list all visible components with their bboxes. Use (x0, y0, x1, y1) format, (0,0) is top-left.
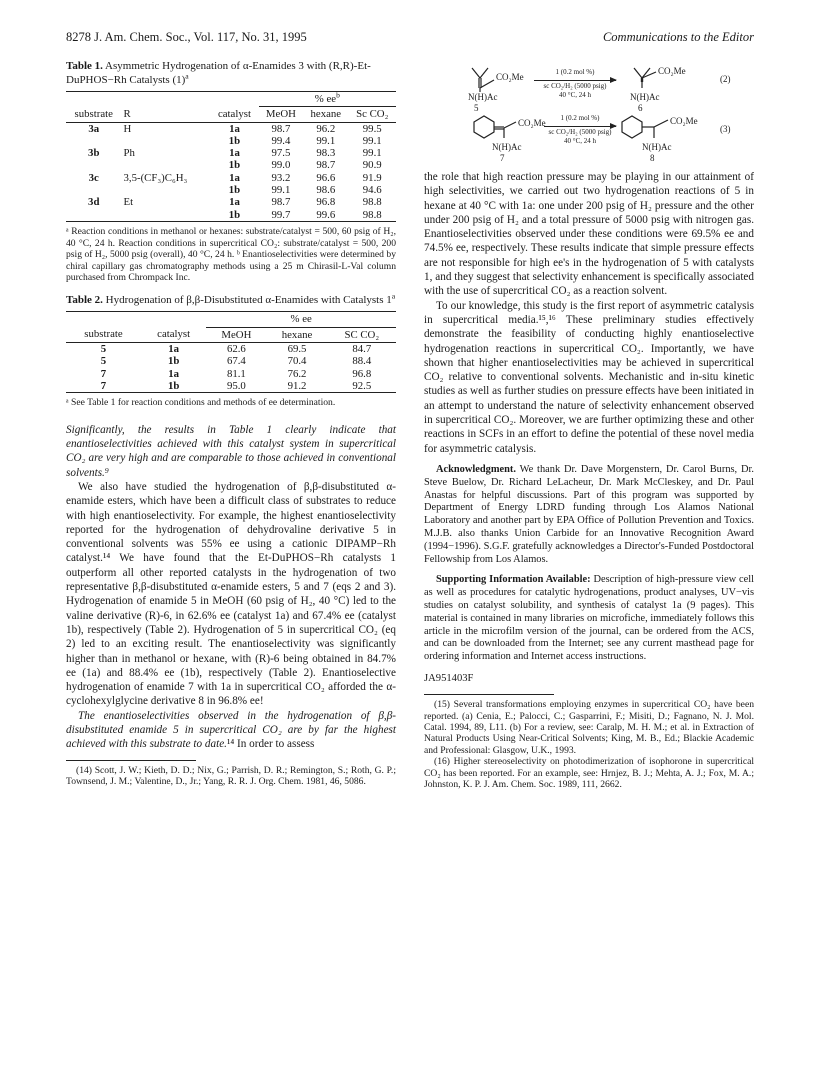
table1-cell-r: Et (123, 196, 134, 209)
table1-cell-sc: 98.8 (362, 196, 382, 209)
table2 (66, 311, 396, 393)
table1-row (66, 122, 396, 135)
eq3-cond-mid: sc CO₂/H₂ (5000 psig) (548, 128, 612, 136)
footnote-15: (15) Several transformations employing enzymes in supercritical CO₂ have been reported. (a) Cenia, E.; Palocci, C.; Gasparrini, F.; Misiti, D.; Fagnano, N. J. Mol. Catal. 1994, 89, L11. (b) For a review, see: Caralp, M. H. M.; et al. in Extraction of Natural Products Using Near-Critical Solvents; King, M. B., Ed.; Blackie Academic and Professional: Glasgow, U.K., 1993. (424, 699, 754, 756)
table2-cell-sc: 96.8 (352, 367, 372, 380)
table1-caption-text: Asymmetric Hydrogenation of α-Enamides 3 with (R,R)-Et-DuPHOS−Rh Catalysts (1) (66, 60, 371, 86)
acknowledgment-text: We thank Dr. Dave Morgenstern, Dr. Carol Burns, Dr. Steve Buelow, Dr. Richard LeLacheur, Dr. Mark McCleskey, and Dr. Paul Anastas for helpful discussions. Part of this program was supported by Department of Energy LDRD funding through Los Alamos National Laboratory and another part by EPA Office of Pollution Prevention and Toxics. M.J.B. also thanks Union Carbide for an Innovative Recognition Award (1994−1996). S.G.F. gratefully acknowledges a Director's-Funded Postdoctoral Fellowship from Los Alamos. (424, 463, 754, 565)
table1-col-header: R (123, 108, 131, 121)
table1-col-header: substrate (74, 108, 113, 121)
table2-cell-meoh: 95.0 (226, 379, 246, 392)
table2-col-header: SC CO₂ (344, 328, 380, 341)
eq2-reactant-num: 5 (474, 103, 479, 113)
eq2-cond-bot: 40 °C, 24 h (559, 91, 591, 99)
table2-cell-sc: 84.7 (352, 343, 372, 356)
table2-cell-hexane: 69.5 (287, 343, 307, 356)
table1-row (66, 172, 396, 184)
table1-label: Table 1. (66, 60, 103, 72)
eq2-arrow (534, 80, 616, 81)
table1-cell-catalyst: 1b (228, 184, 241, 197)
table1-cell-hexane: 98.6 (316, 184, 336, 197)
table2-caption (66, 291, 396, 308)
table2-cell-meoh: 62.6 (226, 343, 246, 356)
table1-cell-r (122, 209, 211, 222)
table2-row (66, 355, 396, 367)
table1-cell-sc: 99.5 (362, 122, 382, 135)
table1-cell-hexane: 99.6 (316, 208, 336, 221)
table1-cell-hexane: 96.6 (316, 171, 336, 184)
table2-cell-hexane: 70.4 (287, 355, 307, 368)
paragraph-disubstituted: We also have studied the hydrogenation of β,β-disubstituted α-enamide esters, which have been a difficult class of substrates to reduce with high enantioselectivity. For example, the highest enantioselectivity reported for the hydrogenation of dehydrovaline derivative 5 in conventional solvents was 55% ee using a cationic DIPAMP−Rh catalyst.¹⁴ We have found that the Et-DuPHOS−Rh catalysts 1 outperform all other reported catalysts in the hydrogenation of two representative β,β-disubstituted α-enamide esters, 5 and 7 (eqs 2 and 3). Hydrogenation of enamide 5 in MeOH (60 psig of H₂, 40 °C) led to the valine derivative (R)-6, in 62.6% ee (catalyst 1a) and 67.4% ee (catalyst 1b), respectively (Table 2). Hydrogenation of 5 in supercritical CO₂ (eq 2) led to an exciting result. The enantioselectivity was significantly higher than in methanol or hexane, with (R)-6 being obtained in 84.7% ee (1a) and 88.4% ee (1b), respectively (Table 2). Enantioselective hydrogenation of enamide 7 with 1a in supercritical CO₂ afforded the α-cyclohexylglycine derivative 8 in 96.8% ee! (66, 481, 396, 708)
table1-cell-catalyst: 1a (229, 196, 240, 209)
table2-col-header: substrate (84, 328, 123, 341)
table1-cell-sc: 99.1 (362, 147, 382, 160)
table1-footnote: ᵃ Reaction conditions in methanol or hexanes: substrate/catalyst = 500, 60 psig of H₂, 40 °C, 24 h. Reaction conditions in supercritical CO₂: substrate/catalyst = 500, 200 psig of H₂, 5000 psig (overall), 40 °C, 24 h. ᵇ Enantioselectivities were determined by chiral capillary gas chromatography methods using a 25 m Chirasil-L-Val column purchased from Chrompack Inc. (66, 225, 396, 284)
table1-cell-hexane: 96.2 (316, 122, 336, 135)
enamide-7-structure (474, 116, 516, 138)
table2-cell-catalyst: 1a (168, 343, 180, 356)
table1-cell-substrate: 3b (88, 147, 100, 160)
reaction-scheme (424, 60, 754, 166)
supporting-information (424, 574, 754, 664)
table2-col-header: MeOH (221, 328, 252, 341)
eq3-cond-top: 1 (0.2 mol %) (560, 114, 600, 122)
table2-cell-hexane: 91.2 (287, 379, 307, 392)
right-column (424, 60, 754, 790)
eq2-cond-mid: sc CO₂/H₂ (5000 psig) (543, 82, 607, 90)
table2-cell-sc: 88.4 (352, 355, 372, 368)
eq3-reactant-num: 7 (500, 153, 505, 163)
eq3-reactant-group: CO₂Me (518, 118, 546, 128)
eq3-product-group: CO₂Me (670, 116, 698, 126)
footnote-14: (14) Scott, J. W.; Kieth, D. D.; Nix, G.; Parrish, D. R.; Remington, S.; Roth, G. P.; Townsend, J. M.; Valentine, D., Jr.; Yang, R. R. J. Org. Chem. 1981, 46, 5086. (66, 764, 396, 788)
table1-row (66, 159, 396, 171)
paragraph-first-report: To our knowledge, this study is the first report of asymmetric catalysis in supercritical media.¹⁵,¹⁶ These preliminary studies effectively demonstrate the feasibility of conducting highly enantioselective hydrogenation reactions in supercritical CO₂. Importantly, we have shown that higher enantioselectivities may be achieved in supercritical CO₂ relative to conventional solvents. Mechanistic and in-situ kinetic studies as well as further studies on pressure effects have been initiated in an attempt to understand the nature of selectivity enhancement observed in supercritical CO₂. Moreover, we are further optimizing these and other reactions in SCFs in an effort to define the potential of these novel media for asymmetric catalysis. (424, 299, 754, 455)
acknowledgment (424, 464, 754, 566)
table1-cell-r: Ph (123, 147, 135, 160)
table1-col-header: MeOH (265, 108, 296, 121)
table1-cell-sc: 99.1 (362, 134, 382, 147)
footnote-16: (16) Higher stereoselectivity on photodimerization of isophorone in supercritical CO₂ has been reported. For an example, see: Hrnjez, B. J.; Mehta, A. J.; Fox, M. A.; Johnston, K. P. J. Am. Chem. Soc. 1989, 111, 2662. (424, 756, 754, 791)
eq2-reactant-sub: N(H)Ac (468, 92, 498, 102)
table1-cell-substrate (66, 184, 122, 196)
eq3-cond-bot: 40 °C, 24 h (564, 137, 596, 145)
table2-cell-catalyst: 1a (168, 367, 180, 380)
table1-row (66, 209, 396, 222)
paragraph-highest (66, 709, 396, 752)
table1-col-header: Sc CO₂ (356, 108, 389, 121)
table1-cell-sc: 91.9 (362, 171, 382, 184)
table1-cell-substrate (66, 135, 122, 147)
table1-cell-r (122, 184, 211, 196)
table1-cell-hexane: 96.8 (316, 196, 336, 209)
table1-blank (66, 92, 259, 107)
table1-cell-catalyst: 1b (228, 134, 241, 147)
table1-cell-catalyst: 1a (229, 122, 240, 135)
table1-caption (66, 60, 396, 87)
table1 (66, 91, 396, 222)
table1-cell-substrate: 3d (88, 196, 100, 209)
table1-cell-catalyst: 1a (229, 147, 240, 160)
table1-caption-sup: a (185, 70, 189, 80)
paragraph-highest-rest: ¹⁴ In order to assess (226, 738, 315, 751)
table1-cell-r: 3,5-(CF₃)C₆H₃ (123, 171, 188, 184)
table2-cell-meoh: 81.1 (226, 367, 246, 380)
table1-cell-substrate (66, 159, 122, 171)
table1-cell-sc: 98.8 (362, 208, 382, 221)
table1-cell-substrate: 3c (88, 171, 99, 184)
eq3-product-num: 8 (650, 153, 655, 163)
enamide-5-structure (472, 68, 494, 92)
table1-cell-meoh: 99.1 (271, 184, 291, 197)
table2-cell-sc: 92.5 (352, 379, 372, 392)
product-8-structure (622, 116, 668, 138)
table2-caption-text: Hydrogenation of β,β-Disubstituted α-Enamides with Catalysts 1 (105, 293, 392, 306)
table1-cell-meoh: 98.7 (271, 122, 291, 135)
eq3-arrow (544, 126, 616, 127)
paragraph-highest-italic: The enantioselectivities observed in the hydrogenation of β,β-disubstituted enamide 5 in supercritical CO₂ are by far the highest achieved with this substrate to date. (66, 709, 396, 751)
eq3-product-sub: N(H)Ac (642, 142, 672, 152)
supporting-information-text: Description of high-pressure view cell as well as procedures for catalytic hydrogenations, product analyses, UV−vis studies on catalyst solubility, and synthesis of catalyst 1a (9 pages). This material is contained in many libraries on microfiche, immediately follows this article in the microfilm version of the journal, can be ordered from the ACS, and can be downloaded from the Internet; see any current masthead page for ordering information and Internet access instructions. (424, 574, 754, 663)
table1-cell-r (122, 159, 211, 171)
table2-cell-catalyst: 1b (167, 355, 180, 368)
eq2-product-num: 6 (638, 103, 643, 113)
table1-group-text: % ee (314, 93, 337, 105)
paragraph-pressure: the role that high reaction pressure may be playing in our attainment of high selectivities, we carried out two hydrogenation reactions of 5 in hexane at 40 °C with 1a: one under 200 psig of H₂ pressure and the other under 200 psig of H₂ and a total pressure of 5000 psig with nitrogen gas. Enantioselectivities observed under these conditions were 69.5% ee and 74.5% ee, respectively. These results indicate that simple pressure effects are not responsible for high ee's in the hydrogenation of 5 with catalysts 1, and they suggest that selectivity enhancement is specifically associated with the use of supercritical CO₂ as a reaction solvent. (424, 171, 754, 298)
table1-cell-hexane: 98.7 (316, 159, 336, 172)
table1-cell-catalyst: 1a (229, 171, 240, 184)
table1-cell-meoh: 99.7 (271, 208, 291, 221)
table1-col-header: catalyst (217, 108, 251, 121)
eq2-number: (2) (720, 74, 731, 84)
acknowledgment-heading: Acknowledgment. (436, 463, 516, 475)
eq2-product-sub: N(H)Ac (630, 92, 660, 102)
table2-caption-sup: a (391, 291, 396, 301)
table2-row (66, 368, 396, 380)
table2-group-header: % ee (206, 312, 396, 327)
eq3-reactant-sub: N(H)Ac (492, 142, 522, 152)
table2-cell-substrate: 7 (100, 379, 107, 392)
table2-row (66, 380, 396, 393)
table2-label: Table 2. (66, 293, 103, 306)
table1-cell-sc: 94.6 (362, 184, 382, 197)
table1-row (66, 135, 396, 147)
table2-cell-substrate: 7 (100, 367, 107, 380)
table1-cell-meoh: 99.4 (271, 134, 291, 147)
table2-col-header: hexane (281, 328, 313, 341)
table2-cell-catalyst: 1b (167, 379, 180, 392)
eq3-number: (3) (720, 124, 731, 134)
table2-cell-hexane: 76.2 (287, 367, 307, 380)
paragraph-significance: Significantly, the results in Table 1 clearly indicate that enantioselectivities achieved with this catalyst system in supercritical CO₂ are very high and are comparable to those achieved in conventional solvents.⁹ (66, 423, 396, 479)
table1-cell-sc: 90.9 (362, 159, 382, 172)
table1-row (66, 147, 396, 159)
table1-cell-meoh: 97.5 (271, 147, 291, 160)
table1-cell-substrate (66, 209, 122, 222)
table1-cell-r: H (123, 122, 132, 135)
table2-cell-meoh: 67.4 (226, 355, 246, 368)
table1-cell-meoh: 98.7 (271, 196, 291, 209)
table2-blank (66, 312, 206, 327)
table1-cell-meoh: 93.2 (271, 171, 291, 184)
table1-cell-r (122, 135, 211, 147)
table1-group-sup: b (336, 90, 340, 100)
table1-row (66, 184, 396, 196)
running-header-left: 8278 J. Am. Chem. Soc., Vol. 117, No. 31, 1995 (66, 30, 307, 44)
table2-footnote: ᵃ See Table 1 for reaction conditions and methods of ee determination. (66, 397, 336, 409)
eq2-cond-top: 1 (0.2 mol %) (555, 68, 595, 76)
table1-cell-hexane: 99.1 (316, 134, 336, 147)
eq2-reactant-group: CO₂Me (496, 72, 524, 82)
footnote-rule-right (424, 694, 554, 695)
table1-group-header (259, 92, 396, 107)
running-header-right: Communications to the Editor (602, 30, 754, 44)
table1-cell-catalyst: 1b (228, 159, 241, 172)
footnote-rule-left (66, 760, 196, 761)
eq2-product-group: CO₂Me (658, 66, 686, 76)
table1-cell-catalyst: 1b (228, 208, 241, 221)
table1-cell-substrate: 3a (88, 122, 100, 135)
table1-col-header: hexane (310, 108, 342, 121)
table2-cell-substrate: 5 (100, 343, 107, 356)
table2-col-header: catalyst (157, 328, 191, 341)
supporting-information-heading: Supporting Information Available: (436, 574, 591, 586)
left-column (66, 60, 396, 787)
table1-cell-hexane: 98.3 (316, 147, 336, 160)
table2-row (66, 343, 396, 356)
table1-row (66, 196, 396, 208)
product-6-structure (634, 68, 656, 88)
manuscript-id: JA951403F (424, 672, 474, 684)
table1-cell-meoh: 99.0 (271, 159, 291, 172)
table2-cell-substrate: 5 (100, 355, 107, 368)
